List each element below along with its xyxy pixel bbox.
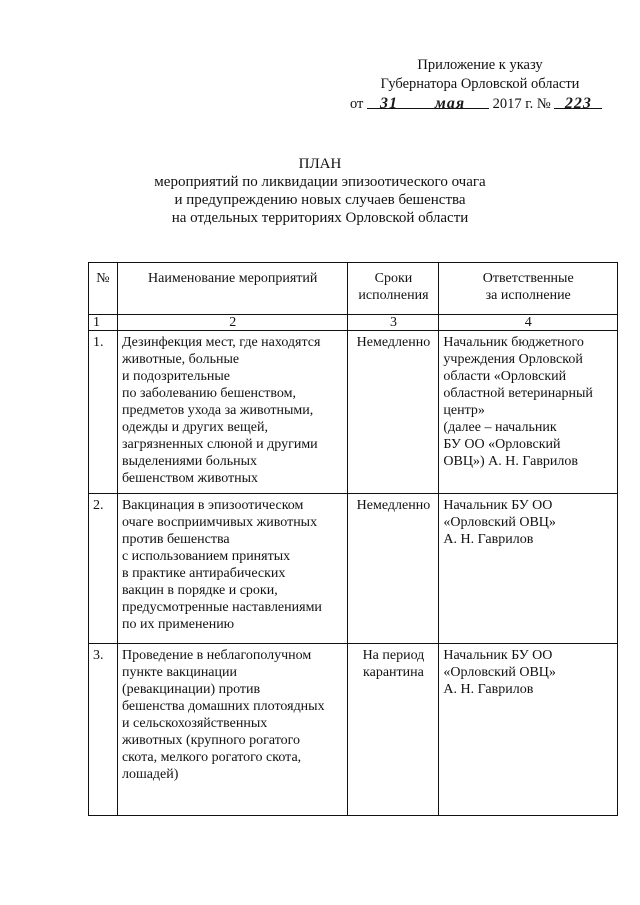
row-action: Дезинфекция мест, где находятся животные, больные и подозрительные по заболеванию бешенством, предметов ухода за животными, одежды и других вещей, загрязненных слюной и другими выделениями больных бешенством животных (117, 331, 348, 494)
table-row (89, 494, 618, 644)
row-number: 3. (89, 644, 118, 816)
handwritten-day: 31 (380, 95, 399, 112)
row-term: Немедленно (348, 494, 439, 644)
row-responsible: Начальник БУ ОО «Орловский ОВЦ» А. Н. Гаврилов (439, 494, 618, 644)
appendix-date-line (340, 94, 620, 114)
column-header-action: Наименование мероприятий (117, 263, 348, 315)
plan-subtitle-2: и предупреждению новых случаев бешенства (174, 192, 466, 208)
row-responsible: Начальник БУ ОО «Орловский ОВЦ» А. Н. Гаврилов (439, 644, 618, 816)
column-header-responsible: Ответственные за исполнение (439, 263, 618, 315)
column-numbers-row (89, 315, 618, 331)
row-number: 1. (89, 331, 118, 494)
appendix-line-2: Губернатора Орловской области (380, 76, 580, 92)
row-term: Немедленно (348, 331, 439, 494)
date-prefix: от (350, 96, 364, 112)
row-action: Вакцинация в эпизоотическом очаге восприимчивых животных против бешенства с использованием принятых в практике антирабических вакцин в порядке и сроки, предусмотренные наставлениями по их применению (117, 494, 348, 644)
column-number-1: 1 (89, 315, 118, 331)
column-number-4: 4 (439, 315, 618, 331)
row-responsible: Начальник бюджетного учреждения Орловской области «Орловский областной ветеринарный центр» (далее – начальник БУ ОО «Орловский ОВЦ») А. Н. Гаврилов (439, 331, 618, 494)
table-row (89, 331, 618, 494)
table-row (89, 644, 618, 816)
plan-table (88, 262, 618, 816)
column-number-2: 2 (117, 315, 348, 331)
row-number: 2. (89, 494, 118, 644)
plan-subtitle-3: на отдельных территориях Орловской области (171, 210, 469, 226)
column-header-term: Сроки исполнения (348, 263, 439, 315)
column-header-number: № (89, 263, 118, 315)
handwritten-number: 223 (564, 95, 592, 112)
plan-heading: ПЛАН (298, 156, 342, 172)
table-header-row (89, 263, 618, 315)
appendix-header (340, 56, 620, 114)
plan-subtitle-1: мероприятий по ликвидации эпизоотического очага (154, 174, 486, 190)
plan-title (0, 155, 640, 227)
row-term: На период карантина (348, 644, 439, 816)
row-action: Проведение в неблагополучном пункте вакцинации (ревакцинации) против бешенства домашних плотоядных и сельскохозяйственных животных (крупного рогатого скота, мелкого рогатого скота, лошадей) (117, 644, 348, 816)
handwritten-month: мая (434, 95, 466, 112)
date-year-number: 2017 г. № (492, 96, 551, 112)
column-number-3: 3 (348, 315, 439, 331)
appendix-line-1: Приложение к указу (417, 57, 543, 73)
